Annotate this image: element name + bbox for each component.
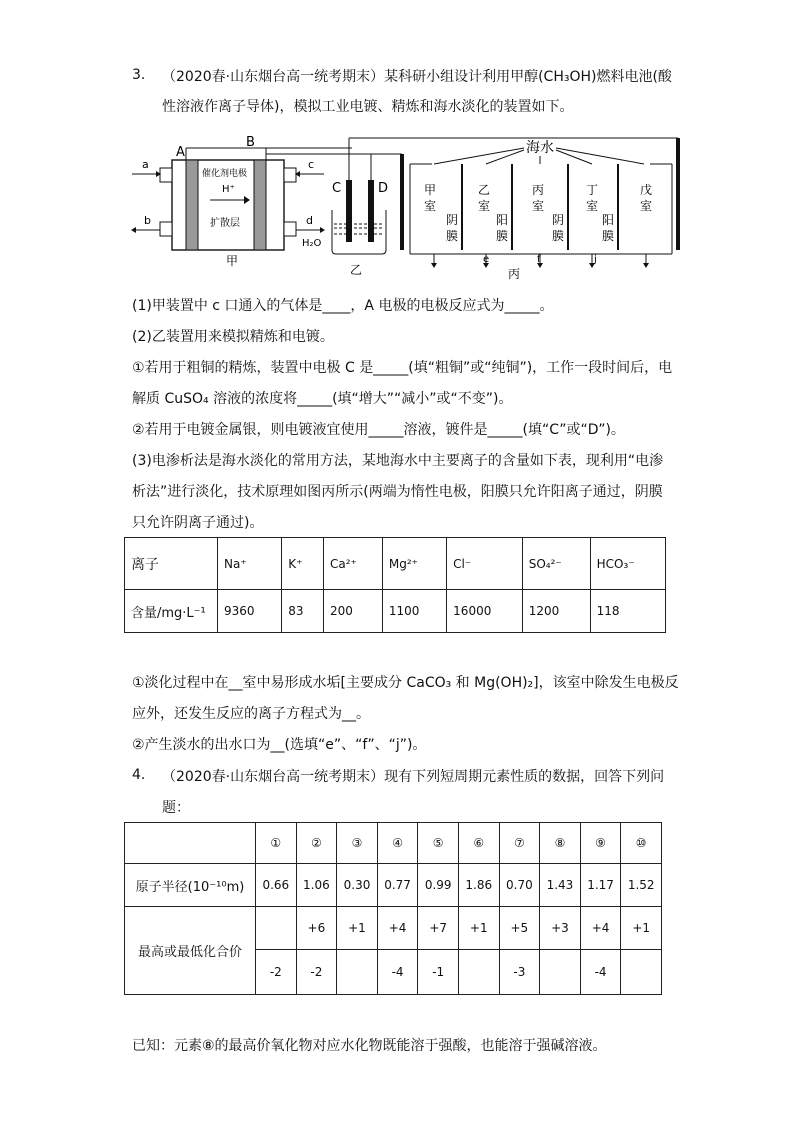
radius-cell: 0.70: [499, 864, 540, 907]
q3-part2: (2)乙装置用来模拟精炼和电镀。: [132, 329, 334, 345]
low-valence-cell: [540, 950, 581, 995]
content-cell: 1200: [522, 590, 590, 633]
radius-cell: 0.99: [418, 864, 459, 907]
content-cell: 118: [590, 590, 665, 633]
radius-cell: 1.06: [296, 864, 337, 907]
content-row: [125, 590, 666, 633]
content-cell: 1100: [382, 590, 446, 633]
ion-row-label: 离子: [125, 538, 218, 590]
q3-part3-sub2: ②产生淡水的出水口为__(选填“e”、“f”、“j”)。: [132, 737, 427, 753]
label-B: B: [246, 135, 255, 150]
element-number: ⑨: [580, 823, 621, 864]
corner-cell: [125, 823, 256, 864]
element-number: ⑦: [499, 823, 540, 864]
ion-cell: Na⁺: [218, 538, 282, 590]
outlet-b: b: [144, 214, 151, 227]
outlet-j: j: [594, 254, 597, 265]
element-number: ①: [256, 823, 297, 864]
ion-row: [125, 538, 666, 590]
content-cell: 83: [282, 590, 324, 633]
outlet-f: f: [537, 254, 541, 265]
valence-label: 最高或最低化合价: [125, 907, 256, 995]
q3-part3-sub1-line2: 应外，还发生反应的离子方程式为__。: [132, 706, 370, 722]
inlet-a: a: [142, 158, 149, 171]
element-number: ⑤: [418, 823, 459, 864]
radius-cell: 0.77: [377, 864, 418, 907]
membrane-2-line1: 阳: [496, 213, 509, 227]
label-A: A: [176, 145, 185, 160]
seawater-label: 海水: [526, 140, 554, 156]
outlet-d: d: [306, 214, 313, 227]
fuel-cell-jia: [131, 135, 374, 268]
q3-part3-sub1-line1: ①淡化过程中在__室中易形成水垢[主要成分 CaCO₃ 和 Mg(OH)₂]，该室中除发生电极反: [132, 675, 679, 691]
content-cell: 9360: [218, 590, 282, 633]
ion-content-table: [124, 537, 666, 633]
catalyst-electrode-label: 催化剂电极: [202, 169, 248, 179]
high-valence-cell: +5: [499, 907, 540, 950]
membrane-4-line1: 阳: [602, 213, 615, 227]
q3-number: 3.: [132, 67, 146, 83]
membrane-1-line1: 阴: [446, 213, 459, 227]
hplus-label: H⁺: [222, 184, 235, 195]
element-number: ⑧: [540, 823, 581, 864]
membrane-4-line2: 膜: [602, 229, 615, 243]
high-valence-cell: +1: [337, 907, 378, 950]
element-data-table: [124, 822, 662, 995]
high-valence-cell: +1: [458, 907, 499, 950]
electrodialysis-cell-bing: [410, 139, 672, 280]
low-valence-cell: -2: [256, 950, 297, 995]
q3-part3-line2: 析法”进行淡化，技术原理如图丙所示(两端为惰性电极，阳膜只允许阳离子通过，阴膜: [132, 484, 663, 500]
q4-known-condition: 已知：元素⑧的最高价氧化物对应水化物既能溶于强酸，也能溶于强碱溶液。: [132, 1038, 607, 1054]
membrane-2-line2: 膜: [496, 229, 509, 243]
high-valence-cell: +4: [377, 907, 418, 950]
q3-part3-line3: 只允许阴离子通过)。: [132, 515, 264, 531]
inlet-c: c: [308, 158, 315, 171]
q3-part1: (1)甲装置中 c 口通入的气体是____，A 电极的电极反应式为_____。: [132, 298, 554, 314]
low-valence-cell: [621, 950, 662, 995]
high-valence-cell: +7: [418, 907, 459, 950]
room-3-line1: 丙: [532, 183, 545, 197]
low-valence-cell: -4: [580, 950, 621, 995]
device-label-bing: 丙: [508, 267, 521, 280]
membrane-1-line2: 膜: [446, 229, 459, 243]
device-label-jia: 甲: [226, 254, 239, 268]
q3-part2-sub2: ②若用于电镀金属银，则电镀液宜使用_____溶液，镀件是_____(填“C”或“D”)。: [132, 422, 625, 438]
ion-cell: HCO₃⁻: [590, 538, 665, 590]
content-cell: 200: [324, 590, 383, 633]
radius-label: 原子半径(10⁻¹⁰m): [125, 864, 256, 907]
radius-cell: 0.30: [337, 864, 378, 907]
membrane-3-line2: 膜: [552, 229, 565, 243]
ion-cell: K⁺: [282, 538, 324, 590]
element-number: ③: [337, 823, 378, 864]
room-3-line2: 室: [532, 199, 545, 213]
ion-cell: Ca²⁺: [324, 538, 383, 590]
high-valence-cell: +4: [580, 907, 621, 950]
room-5-line2: 室: [640, 199, 653, 213]
q4-stem-line2: 题：: [162, 800, 190, 816]
element-number: ⑥: [458, 823, 499, 864]
water-product-label: H₂O: [302, 238, 322, 249]
electrode-D: D: [378, 181, 389, 196]
apparatus-diagram: [128, 134, 684, 280]
element-number: ⑩: [621, 823, 662, 864]
q3-part2-sub1-line2: 解质 CuSO₄ 溶液的浓度将_____(填“增大”“减小”或“不变”)。: [132, 391, 513, 407]
room-4-line1: 丁: [586, 183, 599, 197]
low-valence-cell: -3: [499, 950, 540, 995]
electrode-C: C: [332, 181, 342, 196]
high-valence-cell: +6: [296, 907, 337, 950]
high-valence-row: [125, 907, 662, 950]
low-valence-cell: [337, 950, 378, 995]
low-valence-cell: -2: [296, 950, 337, 995]
element-number: ④: [377, 823, 418, 864]
ion-cell: Cl⁻: [447, 538, 523, 590]
content-cell: 16000: [447, 590, 523, 633]
radius-cell: 1.43: [540, 864, 581, 907]
element-header-row: [125, 823, 662, 864]
membrane-3-line1: 阴: [552, 213, 565, 227]
device-label-yi: 乙: [350, 263, 363, 277]
content-row-label: 含量/mg·L⁻¹: [125, 590, 218, 633]
radius-cell: 1.17: [580, 864, 621, 907]
radius-cell: 1.52: [621, 864, 662, 907]
q4-stem-line1: （2020春·山东烟台高一统考期末）现有下列短周期元素性质的数据，回答下列问: [162, 769, 665, 785]
ion-cell: Mg²⁺: [382, 538, 446, 590]
room-2-line2: 室: [478, 199, 491, 213]
room-2-line1: 乙: [478, 183, 491, 197]
q3-part2-sub1-line1: ①若用于粗铜的精炼，装置中电极 C 是_____(填“粗铜”或“纯铜”)，工作一段时间后，电: [132, 360, 673, 376]
element-number: ②: [296, 823, 337, 864]
room-1-line2: 室: [424, 199, 437, 213]
diffusion-layer-label: 扩散层: [210, 218, 240, 229]
high-valence-cell: +1: [621, 907, 662, 950]
radius-cell: 1.86: [458, 864, 499, 907]
high-valence-cell: +3: [540, 907, 581, 950]
room-5-line1: 戊: [640, 183, 653, 197]
radius-cell: 0.66: [256, 864, 297, 907]
outlet-e: e: [483, 254, 490, 265]
q3-part3-line1: (3)电渗析法是海水淡化的常用方法，某地海水中主要离子的含量如下表，现利用“电渗: [132, 453, 664, 469]
low-valence-cell: [458, 950, 499, 995]
room-4-line2: 室: [586, 199, 599, 213]
low-valence-cell: -4: [377, 950, 418, 995]
ion-cell: SO₄²⁻: [522, 538, 590, 590]
high-valence-cell: [256, 907, 297, 950]
q3-stem-line1: （2020春·山东烟台高一统考期末）某科研小组设计利用甲醇(CH₃OH)燃料电池(酸: [162, 69, 672, 85]
q3-stem-line2: 性溶液作离子导体)，模拟工业电镀、精炼和海水淡化的装置如下。: [162, 99, 574, 115]
low-valence-cell: -1: [418, 950, 459, 995]
electrolytic-cell-yi: [332, 148, 388, 277]
room-1-line1: 甲: [424, 183, 437, 197]
q4-number: 4.: [132, 767, 146, 783]
radius-row: [125, 864, 662, 907]
